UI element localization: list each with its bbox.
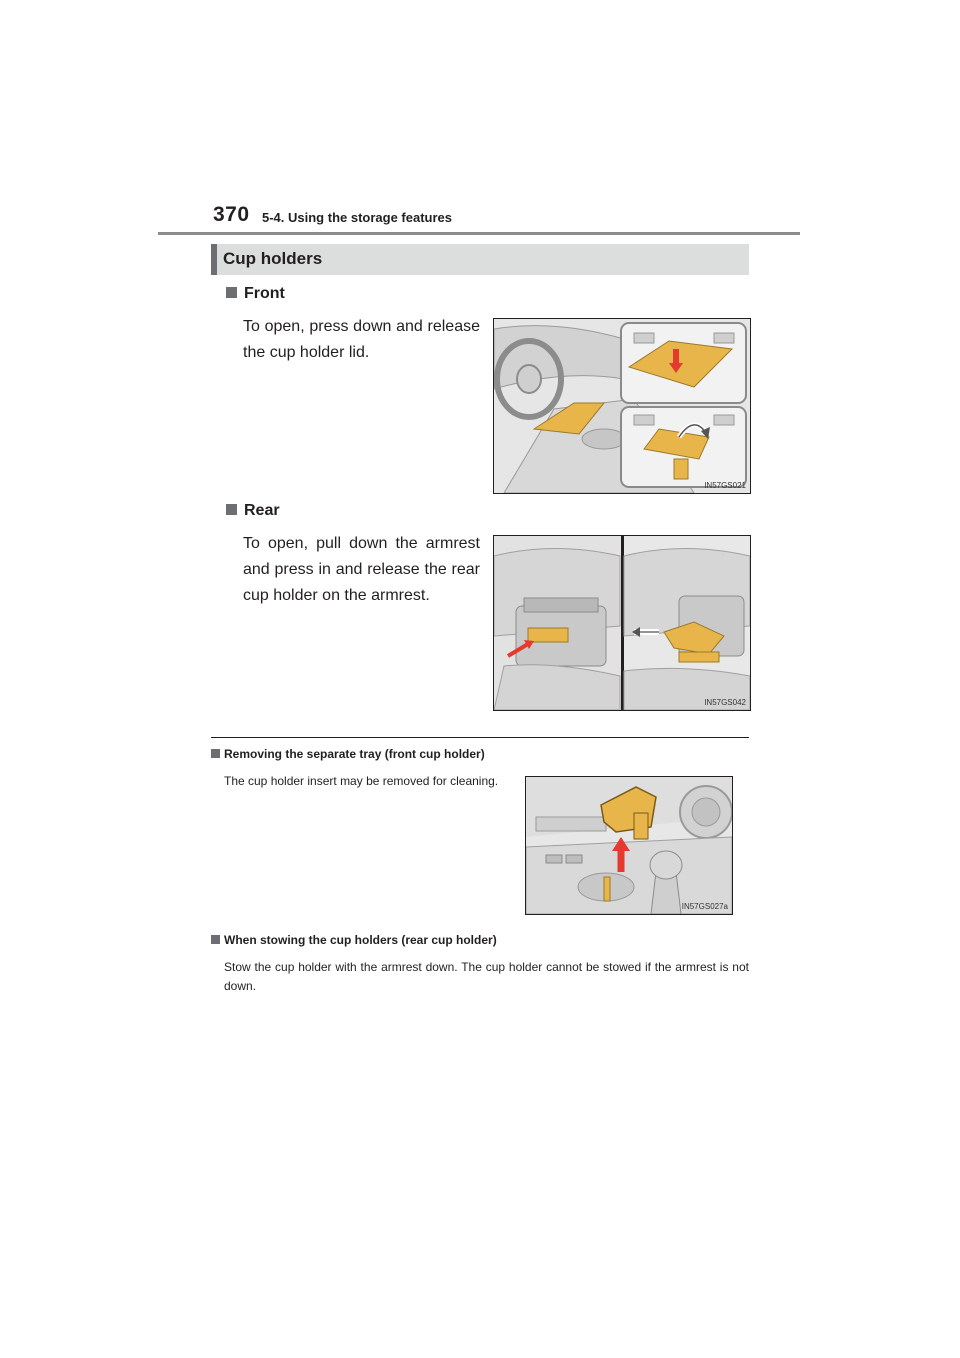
front-figure-code: IN57GS021 <box>704 481 746 490</box>
section-title: Cup holders <box>223 249 323 268</box>
tray-removal-figure <box>525 776 733 915</box>
square-bullet-icon <box>211 749 220 758</box>
front-instructions: To open, press down and release the cup holder lid. <box>243 318 480 361</box>
title-accent <box>211 244 217 275</box>
note-heading-label: When stowing the cup holders (rear cup holder) <box>224 933 497 947</box>
note-text-removing-tray: The cup holder insert may be removed for cleaning. <box>224 774 499 788</box>
notes-divider <box>211 737 749 738</box>
front-heading-label: Front <box>244 285 285 302</box>
square-bullet-icon <box>226 287 237 298</box>
front-heading <box>226 285 285 303</box>
rear-heading-label: Rear <box>244 502 280 519</box>
square-bullet-icon <box>226 504 237 515</box>
rear-cup-holder-figure <box>493 535 751 711</box>
section-title-bar <box>211 244 749 275</box>
note-heading-removing-tray <box>211 747 485 761</box>
note-heading-stowing <box>211 933 497 947</box>
rear-illustration <box>494 536 750 710</box>
page-number: 370 <box>213 203 250 226</box>
tray-figure-code: IN57GS027a <box>681 902 728 911</box>
section-reference: 5-4. Using the storage features <box>262 210 452 225</box>
rear-instructions: To open, pull down the armrest and press in and release the rear cup holder on the armrest. <box>243 535 480 604</box>
tray-illustration <box>526 777 732 914</box>
square-bullet-icon <box>211 935 220 944</box>
header-rule <box>158 232 800 235</box>
note-text-stowing: Stow the cup holder with the armrest down. The cup holder cannot be stowed if the armrest is not down. <box>224 960 749 993</box>
rear-heading <box>226 502 280 520</box>
front-illustration <box>494 319 750 493</box>
front-cup-holder-figure <box>493 318 751 494</box>
note-heading-label: Removing the separate tray (front cup holder) <box>224 747 485 761</box>
rear-figure-code: IN57GS042 <box>704 698 746 707</box>
